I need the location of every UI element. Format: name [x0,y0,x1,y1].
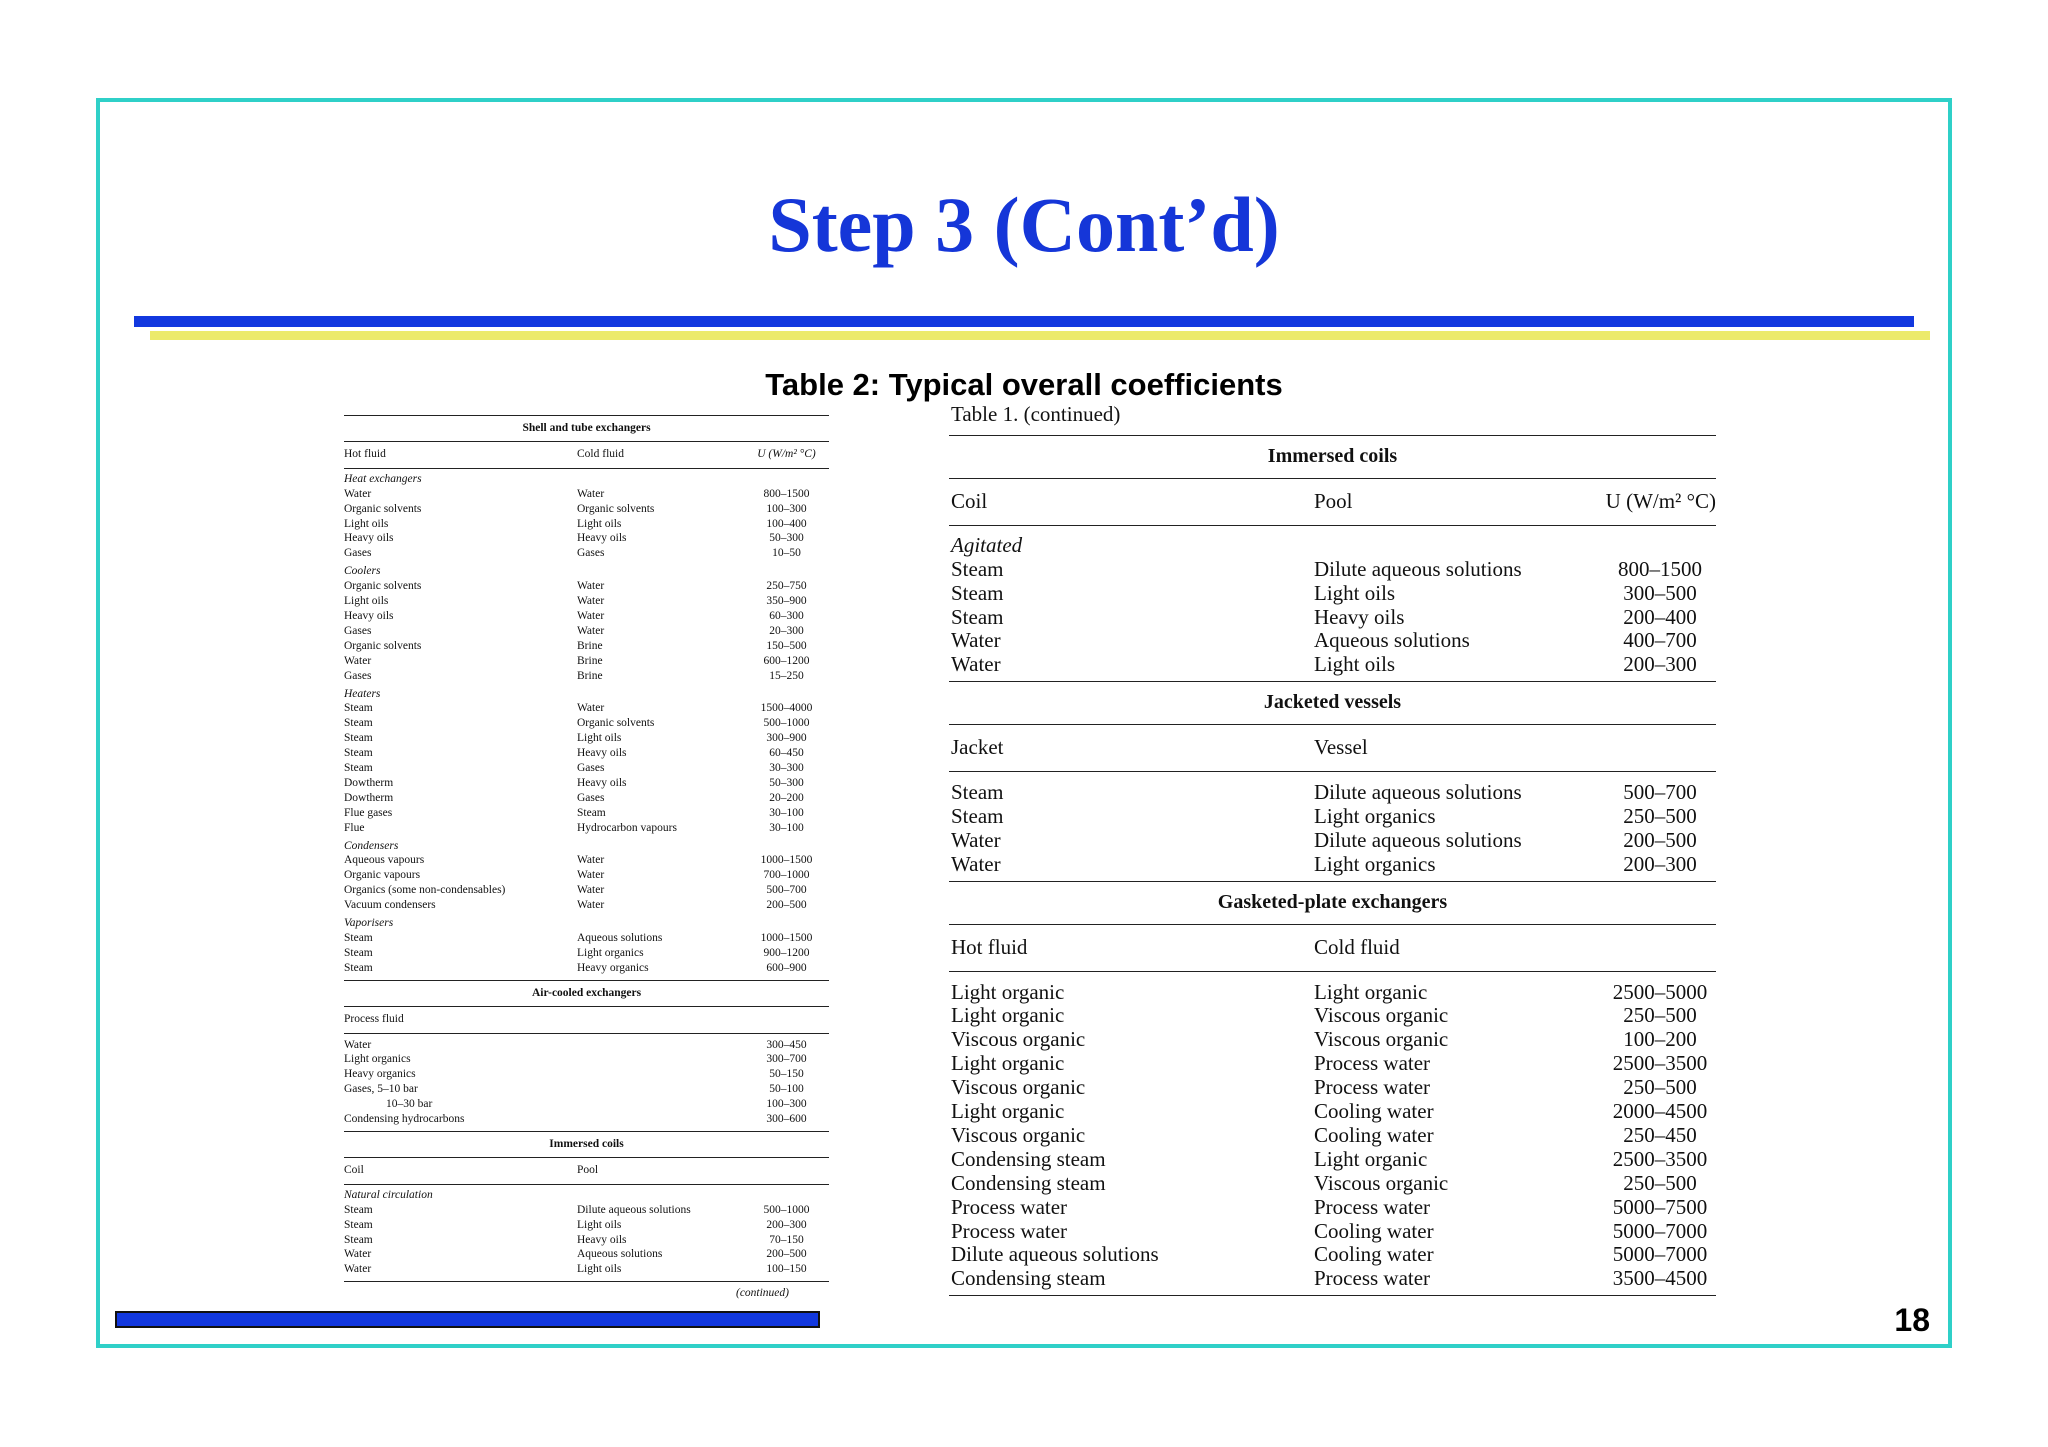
u-value-cell: 200–500 [766,1248,807,1261]
hot-fluid-cell: Organic vapours [344,869,421,882]
table-row [344,776,829,791]
u-value-cell: 500–1000 [763,717,810,730]
cold-fluid-cell: Process water [1314,1266,1431,1291]
u-value-cell: 200–500 [1623,827,1697,852]
u-value-cell: 700–1000 [763,869,810,882]
cold-fluid-cell: Heavy oils [577,532,627,545]
u-value-cell: 30–100 [769,806,804,819]
table-row [344,624,829,639]
hot-fluid-cell: Water [344,1263,372,1276]
u-value-cell: 30–300 [769,762,804,775]
table-row [344,1067,829,1082]
hot-fluid-cell: Steam [344,961,373,974]
hot-fluid-cell: Light organic [951,1003,1065,1028]
table-row [949,1052,1716,1076]
table-row [949,558,1716,582]
hot-fluid-cell: Steam [344,747,373,760]
cold-fluid-cell: Water [577,899,605,912]
header-pool: Pool [577,1163,599,1176]
cold-fluid-cell: Light organics [1314,851,1436,876]
empty-cell [577,1052,744,1067]
header-cold-fluid: Cold fluid [1314,934,1400,959]
u-value-cell: 100–200 [1623,1027,1697,1052]
hot-fluid-cell: Steam [344,702,373,715]
u-value-cell: 60–450 [769,747,804,760]
table-row [344,531,829,546]
header-u-value: U (W/m² °C) [1605,488,1716,513]
cold-fluid-cell: Light oils [577,1263,622,1276]
hot-fluid-cell: Light organic [951,1099,1065,1124]
cold-fluid-cell: Cooling water [1314,1122,1434,1147]
continued-note: (continued) [735,1287,789,1300]
jacketed-header-row [949,725,1716,771]
hot-fluid-cell: Steam [344,932,373,944]
hot-fluid-cell: Condensing steam [951,1170,1106,1195]
hot-fluid-cell: Water [951,851,1001,876]
u-value-cell: 150–500 [766,639,807,652]
u-value-cell: 300–700 [766,1053,807,1066]
hot-fluid-cell: Water [344,1248,372,1261]
u-value-cell: 70–150 [769,1233,804,1246]
table-row [949,1124,1716,1148]
empty-cell [577,1067,744,1082]
header-u-value: U (W/m² °C) [757,447,816,460]
slide-title: Step 3 (Cont’d) [768,181,1280,268]
footer-bar [115,1311,820,1328]
hot-fluid-cell: Water [344,654,372,667]
cold-fluid-cell: Gases [577,762,605,775]
cold-fluid-cell: Light oils [577,732,622,745]
cold-fluid-cell: Light organic [1314,1146,1428,1171]
hot-fluid-cell: Condensing steam [951,1266,1106,1291]
cold-fluid-cell: Brine [577,654,603,667]
table-row [344,883,829,898]
u-value-cell: 3500–4500 [1612,1266,1708,1291]
cold-fluid-cell: Brine [577,669,603,682]
cold-fluid-cell: Water [577,609,605,622]
u-value-cell: 500–700 [766,884,807,897]
table-row [344,1247,829,1262]
header-coil: Coil [344,1163,364,1176]
u-value-cell: 600–1200 [763,654,810,667]
u-value-cell: 200–300 [1623,652,1697,677]
hot-fluid-cell: Process water [951,1218,1068,1243]
cold-fluid-cell: Heavy oils [577,1233,627,1246]
cold-fluid-cell: Process water [1314,1194,1431,1219]
cold-fluid-cell: Heavy oils [577,747,627,760]
cold-fluid-cell: Cooling water [1314,1218,1434,1243]
hot-fluid-cell: Organic solvents [344,639,422,652]
coils-header-row-left [344,1158,829,1184]
table-row [344,654,829,669]
page-number: 18 [1894,1302,1930,1338]
category-label: Natural circulation [344,1188,433,1201]
hot-fluid-cell: Water [344,487,372,500]
hot-fluid-cell: Steam [344,732,373,745]
cold-fluid-cell: Dilute aqueous solutions [1314,827,1522,852]
u-value-cell: 2000–4500 [1612,1099,1708,1124]
u-value-cell: 10–50 [772,547,801,560]
table-row [344,1052,829,1067]
table-row [344,806,829,821]
hot-fluid-cell: Steam [951,780,1004,805]
section-title-immersed-coils: Immersed coils [1267,445,1398,467]
cold-fluid-cell: Light organic [1314,979,1428,1004]
table-row [949,1028,1716,1052]
left-coefficient-table [344,415,829,1301]
hot-fluid-cell: Steam [951,580,1004,605]
table-row [344,701,829,716]
u-value-cell: 250–500 [1623,1170,1697,1195]
table-row [949,1076,1716,1100]
cold-fluid-cell: Light oils [1314,580,1396,605]
cold-fluid-cell: Brine [577,639,603,652]
table-row [344,546,829,561]
hot-fluid-cell: Heavy organics [344,1068,416,1081]
hot-fluid-cell: Steam [344,762,373,775]
coils-header-row [949,479,1716,525]
empty-cell [577,1038,744,1053]
table-row [344,517,829,532]
u-value-cell: 600–900 [766,961,807,974]
header-process-fluid: Process fluid [344,1012,404,1025]
u-value-cell: 300–450 [766,1038,807,1051]
u-value-cell: 250–750 [766,580,807,593]
table-row [344,853,829,868]
table-row [344,1082,829,1097]
u-value-cell: 2500–5000 [1612,979,1708,1004]
cold-fluid-cell: Gases [577,547,605,560]
u-value-cell: 1500–4000 [760,702,813,715]
cold-fluid-cell: Water [577,624,605,637]
hot-fluid-cell: Flue gases [344,806,393,819]
u-value-cell: 1000–1500 [760,854,813,867]
table-row [344,609,829,624]
table-row [344,487,829,502]
cold-fluid-cell: Organic solvents [577,502,655,515]
hot-fluid-cell: Light oils [344,595,389,608]
cold-fluid-cell: Water [577,854,605,867]
table-row [344,868,829,883]
cold-fluid-cell: Steam [577,806,606,819]
table-row [949,1267,1716,1291]
hot-fluid-cell: Dowtherm [344,776,394,789]
category-label: Heaters [344,687,381,700]
table-caption: Table 2: Typical overall coefficients [765,367,1283,402]
table-row [344,1097,829,1112]
u-value-cell: 800–1500 [763,487,810,500]
right-coefficient-table [949,403,1716,1296]
cold-fluid-cell: Organic solvents [577,717,655,730]
u-value-cell: 200–400 [1623,604,1697,629]
hot-fluid-cell: Light organic [951,1051,1065,1076]
hot-fluid-cell: Organics (some non-condensables) [344,884,506,897]
cold-fluid-cell: Process water [1314,1051,1431,1076]
title-underline-blue [134,316,1914,327]
hot-fluid-cell: Light organic [951,979,1065,1004]
cold-fluid-cell: Dilute aqueous solutions [1314,556,1522,581]
u-value-cell: 900–1200 [763,946,810,959]
table-row [949,781,1716,805]
air-header-row [344,1007,829,1033]
table-row [949,853,1716,877]
table-row [949,805,1716,829]
table-row [344,579,829,594]
hot-fluid-cell: Steam [951,604,1004,629]
cold-fluid-cell: Heavy oils [1314,604,1405,629]
header-cold-fluid: Cold fluid [577,447,624,460]
header-hot-fluid: Hot fluid [344,447,386,460]
table-row [344,821,829,836]
hot-fluid-cell: Steam [951,803,1004,828]
title-underline-yellow [150,331,1930,340]
u-value-cell: 60–300 [769,609,804,622]
cold-fluid-cell: Dilute aqueous solutions [1314,780,1522,805]
u-value-cell: 100–300 [766,1098,807,1111]
u-value-cell: 200–300 [766,1218,807,1231]
cold-fluid-cell: Light oils [577,517,622,530]
cold-fluid-cell: Process water [1314,1075,1431,1100]
u-value-cell: 30–100 [769,821,804,834]
u-value-cell: 250–500 [1623,1003,1697,1028]
shell-header-row [344,442,829,468]
cold-fluid-cell: Light oils [577,1218,622,1231]
u-value-cell: 500–1000 [763,1203,810,1216]
hot-fluid-cell: Dilute aqueous solutions [951,1242,1159,1267]
u-value-cell: 5000–7500 [1612,1194,1708,1219]
table-row [344,791,829,806]
table-row [344,1038,829,1053]
hot-fluid-cell: Heavy oils [344,532,394,545]
table-row [949,653,1716,677]
u-value-cell: 300–600 [766,1113,807,1126]
table-row [344,898,829,913]
table-row [949,606,1716,630]
hot-fluid-cell: Gases [344,669,372,682]
cold-fluid-cell: Aqueous solutions [1314,628,1470,653]
table-row [344,594,829,609]
hot-fluid-cell: Process water [951,1194,1068,1219]
table-row [344,746,829,761]
cold-fluid-cell: Heavy organics [577,961,649,974]
table-row [344,1218,829,1233]
header-hot-fluid: Hot fluid [951,934,1028,959]
u-value-cell: 200–500 [766,899,807,912]
u-value-cell: 250–500 [1623,803,1697,828]
section-title-shell-tube: Shell and tube exchangers [522,422,651,434]
u-value-cell: 50–300 [769,532,804,545]
u-value-cell: 5000–7000 [1612,1242,1708,1267]
table-row [344,731,829,746]
cold-fluid-cell: Cooling water [1314,1099,1434,1124]
cold-fluid-cell: Water [577,702,605,715]
table-row [344,1262,829,1277]
hot-fluid-cell: Water [951,628,1001,653]
hot-fluid-cell: Water [951,827,1001,852]
cold-fluid-cell: Viscous organic [1314,1003,1449,1028]
table-row [949,1220,1716,1244]
table-row [344,961,829,976]
hot-fluid-cell: Water [344,1038,372,1051]
cold-fluid-cell: Aqueous solutions [577,932,663,944]
empty-cell [577,1112,744,1127]
u-value-cell: 100–150 [766,1263,807,1276]
cold-fluid-cell: Gases [577,791,605,804]
u-value-cell: 100–300 [766,502,807,515]
cold-fluid-cell: Water [577,487,605,500]
hot-fluid-cell: Steam [344,1218,373,1231]
empty-cell [577,1082,744,1097]
hot-fluid-cell: Viscous organic [951,1122,1086,1147]
cold-fluid-cell: Water [577,580,605,593]
table-row [949,1148,1716,1172]
u-value-cell: 300–900 [766,732,807,745]
hot-fluid-cell: Condensing steam [951,1146,1106,1171]
table-row [344,946,829,961]
right-table-title: Table 1. (continued) [951,402,1121,426]
table-row [949,1004,1716,1028]
u-value-cell: 250–450 [1623,1122,1697,1147]
hot-fluid-cell: Gases [344,547,372,560]
cold-fluid-cell: Light organics [577,946,644,959]
table-row [344,761,829,776]
hot-fluid-cell: Steam [951,556,1004,581]
hot-fluid-cell: Dowtherm [344,791,394,804]
u-value-cell: 100–400 [766,517,807,530]
hot-fluid-cell: Steam [344,717,373,730]
u-value-cell: 50–150 [769,1068,804,1081]
hot-fluid-cell: Vacuum condensers [344,899,436,912]
table-row [344,1203,829,1218]
u-value-cell: 50–300 [769,776,804,789]
category-label: Condensers [344,839,399,852]
table-row [949,981,1716,1005]
hot-fluid-cell: Steam [344,1203,373,1216]
table-row [344,502,829,517]
empty-cell [577,1097,744,1112]
section-title-jacketed: Jacketed vessels [1263,691,1402,714]
header-pool: Pool [1314,488,1353,513]
category-label: Agitated [951,532,1023,557]
table-row [949,629,1716,653]
hot-fluid-cell: Flue [344,821,365,834]
u-value-cell: 200–300 [1623,851,1697,876]
hot-fluid-cell: Steam [344,1233,373,1246]
table-row [344,1112,829,1127]
header-vessel: Vessel [1314,735,1368,760]
u-value-cell: 1000–1500 [760,932,813,944]
hot-fluid-cell: Steam [344,946,373,959]
hot-fluid-cell: Light oils [344,517,389,530]
table-row [949,1196,1716,1220]
section-title-gasketed: Gasketed-plate exchangers [1217,890,1448,913]
u-value-cell: 800–1500 [1618,556,1702,581]
cold-fluid-cell: Heavy oils [577,776,627,789]
cold-fluid-cell: Water [577,595,605,608]
cold-fluid-cell: Light oils [1314,652,1396,677]
header-jacket: Jacket [951,735,1004,760]
cold-fluid-cell: Viscous organic [1314,1170,1449,1195]
hot-fluid-cell: Organic solvents [344,580,422,593]
hot-fluid-cell: Viscous organic [951,1027,1086,1052]
category-label: Vaporisers [344,917,394,930]
section-title-air-cooled: Air-cooled exchangers [531,986,642,999]
gasketed-header-row [949,925,1716,971]
table-row [949,1100,1716,1124]
cold-fluid-cell: Aqueous solutions [577,1248,663,1261]
hot-fluid-cell: Aqueous vapours [344,854,425,867]
hot-fluid-cell: Heavy oils [344,609,394,622]
table-row [949,1172,1716,1196]
u-value-cell: 250–500 [1623,1075,1697,1100]
hot-fluid-cell: Gases [344,624,372,637]
hot-fluid-cell: Gases, 5–10 bar [344,1083,418,1096]
table-row [344,1233,829,1248]
hot-fluid-cell: 10–30 bar [386,1098,433,1111]
u-value-cell: 50–100 [769,1083,804,1096]
table-row [949,829,1716,853]
category-label: Heat exchangers [344,472,422,485]
cold-fluid-cell: Water [577,884,605,897]
cold-fluid-cell: Viscous organic [1314,1027,1449,1052]
cold-fluid-cell: Light organics [1314,803,1436,828]
u-value-cell: 300–500 [1623,580,1697,605]
u-value-cell: 350–900 [766,595,807,608]
cold-fluid-cell: Cooling water [1314,1242,1434,1267]
cold-fluid-cell: Hydrocarbon vapours [577,821,677,834]
u-value-cell: 5000–7000 [1612,1218,1708,1243]
table-row [344,669,829,684]
u-value-cell: 15–250 [769,669,804,682]
table-row [344,931,829,946]
section-title-immersed-coils-left: Immersed coils [549,1137,624,1150]
hot-fluid-cell: Condensing hydrocarbons [344,1113,465,1126]
u-value-cell: 400–700 [1623,628,1697,653]
hot-fluid-cell: Viscous organic [951,1075,1086,1100]
hot-fluid-cell: Light organics [344,1053,411,1066]
u-value-cell: 20–300 [769,624,804,637]
header-coil: Coil [951,488,988,513]
table-row [949,1243,1716,1267]
hot-fluid-cell: Water [951,652,1001,677]
category-label: Coolers [344,565,381,578]
cold-fluid-cell: Dilute aqueous solutions [577,1203,691,1216]
u-value-cell: 2500–3500 [1612,1146,1708,1171]
cold-fluid-cell: Water [577,869,605,882]
hot-fluid-cell: Organic solvents [344,502,422,515]
u-value-cell: 2500–3500 [1612,1051,1708,1076]
u-value-cell: 20–200 [769,791,804,804]
u-value-cell: 500–700 [1623,780,1697,805]
table-row [344,639,829,654]
table-row [949,582,1716,606]
table-row [344,716,829,731]
